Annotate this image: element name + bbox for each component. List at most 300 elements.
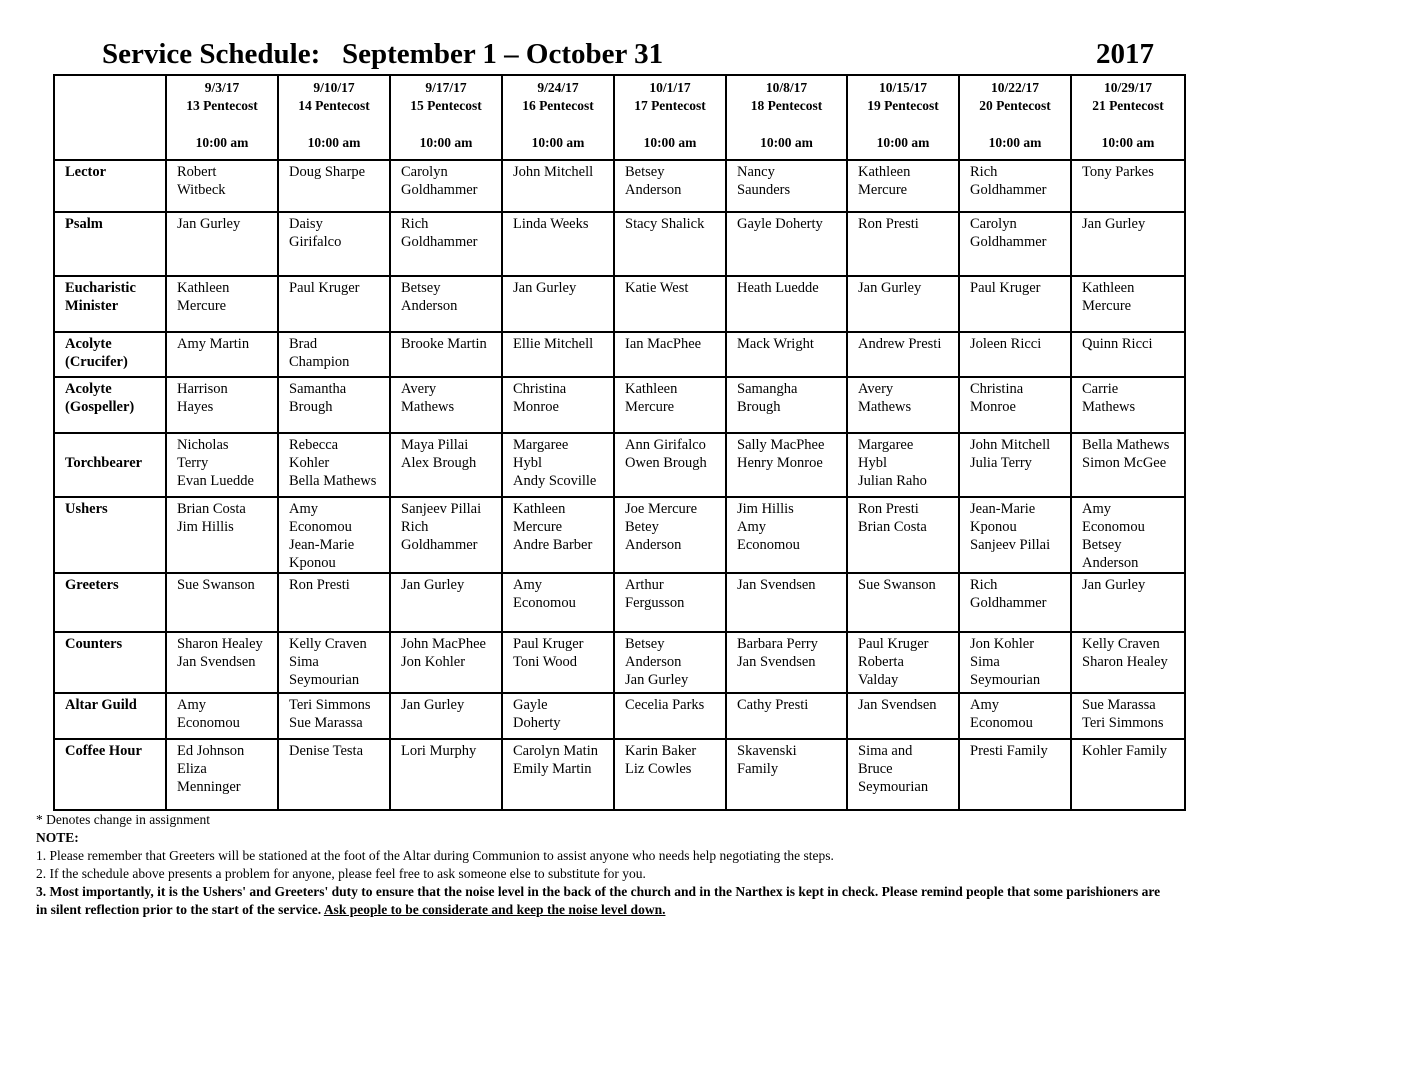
assignment-cell xyxy=(1071,160,1185,212)
assignee-name: Robert xyxy=(177,164,217,180)
column-date: 9/10/17 xyxy=(313,80,355,95)
assignee-name: Teri Simmons xyxy=(289,697,371,713)
assignee-name: Economou xyxy=(177,715,240,731)
assignee-name: Ellie Mitchell xyxy=(513,336,594,352)
assignee-name: Carrie xyxy=(1082,381,1119,397)
assignee-name: Sue Marassa xyxy=(289,715,363,731)
assignment-cell xyxy=(614,739,726,810)
column-header xyxy=(1071,75,1185,160)
assignee-name: Mercure xyxy=(513,519,563,535)
note-item-3-underlined: Ask people to be considerate and keep the noise level down. xyxy=(323,902,666,917)
assignee-name: Carolyn xyxy=(970,216,1017,232)
assignee-name: Sharon Healey xyxy=(1082,654,1168,670)
assignment-cell xyxy=(1071,433,1185,497)
role-label xyxy=(54,212,166,276)
role-label xyxy=(54,739,166,810)
assignee-name: Hayes xyxy=(177,399,214,415)
assignment-cell xyxy=(166,433,278,497)
assignee-name: Julian Raho xyxy=(858,473,927,489)
assignment-cell xyxy=(1071,632,1185,693)
assignment-cell xyxy=(959,212,1071,276)
assignee-name: Christina xyxy=(970,381,1024,397)
assignment-cell xyxy=(502,332,614,377)
assignee-name: John Mitchell xyxy=(970,437,1051,453)
assignee-name: Mathews xyxy=(858,399,912,415)
assignee-name: Jan Gurley xyxy=(858,280,922,296)
assignee-name: Economou xyxy=(970,715,1033,731)
assignee-name: Simon McGee xyxy=(1082,455,1167,471)
assignee-name: John Mitchell xyxy=(513,164,594,180)
role-label xyxy=(54,160,166,212)
assignee-name: Jan Svendsen xyxy=(737,654,816,670)
column-service-name: 18 Pentecost xyxy=(750,98,823,113)
column-service-name: 14 Pentecost xyxy=(298,98,370,113)
assignee-name: Brough xyxy=(737,399,781,415)
column-header xyxy=(166,75,278,160)
assignment-cell xyxy=(614,693,726,739)
assignee-name: Kohler Family xyxy=(1082,743,1167,759)
assignee-name: Jan Gurley xyxy=(1082,577,1146,593)
assignment-cell xyxy=(847,739,959,810)
role-label xyxy=(54,632,166,693)
assignment-cell xyxy=(847,377,959,433)
assignment-cell xyxy=(166,739,278,810)
assignee-name: Arthur xyxy=(625,577,664,593)
assignee-name: Owen Brough xyxy=(625,455,707,471)
assignment-cell xyxy=(847,332,959,377)
assignee-name: Avery xyxy=(858,381,894,397)
assignee-name: Brough xyxy=(289,399,333,415)
assignee-name: Betsey xyxy=(1082,537,1122,553)
column-header xyxy=(614,75,726,160)
assignee-name: Emily Martin xyxy=(513,761,592,777)
assignment-cell xyxy=(959,497,1071,573)
column-time: 10:00 am xyxy=(876,135,930,150)
assignment-cell xyxy=(726,693,847,739)
assignment-cell xyxy=(390,693,502,739)
assignment-cell xyxy=(166,332,278,377)
assignment-cell xyxy=(847,573,959,632)
assignee-name: Toni Wood xyxy=(513,654,578,670)
assignee-name: Rich xyxy=(401,216,429,232)
assignee-name: Economou xyxy=(737,537,800,553)
assignee-name: Quinn Ricci xyxy=(1082,336,1153,352)
column-date: 10/15/17 xyxy=(878,80,927,95)
assignment-cell xyxy=(847,632,959,693)
assignment-cell xyxy=(278,573,390,632)
assignment-cell xyxy=(166,632,278,693)
role-label-line: (Gospeller) xyxy=(65,399,135,415)
assignment-cell xyxy=(847,497,959,573)
column-time: 10:00 am xyxy=(643,135,697,150)
note-item-3-line-1: 3. Most importantly, it is the Ushers' and Greeters' duty to ensure that the noise level in the back of the church and in the Narthex is kept in check. Please remind people that some parishioners are xyxy=(36,884,1161,899)
assignment-cell xyxy=(1071,693,1185,739)
role-label-line: Acolyte xyxy=(65,336,112,352)
assignee-name: Rebecca xyxy=(289,437,339,453)
role-label xyxy=(54,332,166,377)
column-header xyxy=(502,75,614,160)
assignee-name: Witbeck xyxy=(177,182,226,198)
assignee-name: Sue Swanson xyxy=(177,577,255,593)
assignee-name: Rich xyxy=(970,577,998,593)
role-label-line: Greeters xyxy=(65,577,119,593)
corner-cell xyxy=(54,75,166,160)
assignment-cell xyxy=(502,212,614,276)
assignee-name: Jan Gurley xyxy=(401,697,465,713)
assignment-cell xyxy=(166,160,278,212)
assignment-cell xyxy=(278,433,390,497)
assignee-name: Skavenski xyxy=(737,743,797,759)
assignee-name: Sanjeev Pillai xyxy=(401,501,482,517)
assignee-name: Jim Hillis xyxy=(737,501,794,517)
assignee-name: Ann Girifalco xyxy=(625,437,706,453)
role-label xyxy=(54,693,166,739)
assignment-cell xyxy=(614,332,726,377)
column-date: 10/29/17 xyxy=(1103,80,1152,95)
assignee-name: Bruce xyxy=(858,761,893,777)
assignee-name: Seymourian xyxy=(858,779,929,795)
assignment-cell xyxy=(502,433,614,497)
role-label xyxy=(54,497,166,573)
assignment-cell xyxy=(1071,276,1185,332)
schedule-row xyxy=(54,497,1185,573)
assignment-cell xyxy=(1071,332,1185,377)
assignee-name: Brian Costa xyxy=(177,501,246,517)
assignee-name: Valday xyxy=(858,672,899,688)
assignee-name: Brooke Martin xyxy=(401,336,487,352)
assignee-name: Karin Baker xyxy=(625,743,697,759)
schedule-row xyxy=(54,212,1185,276)
column-date: 10/1/17 xyxy=(649,80,691,95)
assignment-cell xyxy=(614,160,726,212)
assignment-cell xyxy=(614,573,726,632)
assignee-name: Tony Parkes xyxy=(1082,164,1154,180)
assignee-name: Andre Barber xyxy=(513,537,593,553)
column-header xyxy=(959,75,1071,160)
assignee-name: Stacy Shalick xyxy=(625,216,705,232)
assignment-cell xyxy=(959,632,1071,693)
assignment-cell xyxy=(278,497,390,573)
assignee-name: Amy xyxy=(970,697,999,713)
assignee-name: Monroe xyxy=(513,399,559,415)
assignee-name: Mathews xyxy=(401,399,455,415)
column-time: 10:00 am xyxy=(760,135,813,150)
column-time: 10:00 am xyxy=(1101,135,1155,150)
assignee-name: Jon Kohler xyxy=(970,636,1035,652)
assignee-name: Sima xyxy=(970,654,1000,670)
assignment-cell xyxy=(502,632,614,693)
schedule-row xyxy=(54,632,1185,693)
assignee-name: Ron Presti xyxy=(858,216,919,232)
role-label xyxy=(54,573,166,632)
assignee-name: Liz Cowles xyxy=(625,761,692,777)
assignee-name: Amy xyxy=(1082,501,1111,517)
assignment-cell xyxy=(502,160,614,212)
assignee-name: Daisy xyxy=(289,216,323,232)
assignee-name: Carolyn xyxy=(401,164,448,180)
assignment-cell xyxy=(390,632,502,693)
assignee-name: Kathleen xyxy=(858,164,911,180)
assignment-cell xyxy=(390,377,502,433)
assignee-name: Jan Svendsen xyxy=(177,654,256,670)
assignment-cell xyxy=(614,377,726,433)
assignment-cell xyxy=(390,573,502,632)
assignee-name: Jan Gurley xyxy=(513,280,577,296)
assignee-name: Anderson xyxy=(1082,555,1139,571)
column-time: 10:00 am xyxy=(307,135,361,150)
column-service-name: 19 Pentecost xyxy=(867,98,939,113)
assignment-cell xyxy=(959,160,1071,212)
assignment-cell xyxy=(1071,573,1185,632)
year-label: 2017 xyxy=(1096,38,1154,70)
assignee-name: John MacPhee xyxy=(401,636,486,652)
assignee-name: Cathy Presti xyxy=(737,697,809,713)
assignee-name: Jan Gurley xyxy=(625,672,689,688)
assignee-name: Evan Luedde xyxy=(177,473,254,489)
assignee-name: Carolyn Matin xyxy=(513,743,598,759)
assignee-name: Harrison xyxy=(177,381,228,397)
assignment-cell xyxy=(726,433,847,497)
assignment-cell xyxy=(726,497,847,573)
column-time: 10:00 am xyxy=(419,135,473,150)
assignee-name: Cecelia Parks xyxy=(625,697,705,713)
assignee-name: Presti Family xyxy=(970,743,1048,759)
assignee-name: Amy xyxy=(289,501,318,517)
role-label-line: Lector xyxy=(65,164,107,180)
assignment-cell xyxy=(959,433,1071,497)
column-header xyxy=(278,75,390,160)
column-service-name: 21 Pentecost xyxy=(1092,98,1164,113)
schedule-row xyxy=(54,276,1185,332)
assignee-name: Anderson xyxy=(625,182,682,198)
role-label-line: (Crucifer) xyxy=(65,354,128,370)
assignment-cell xyxy=(502,693,614,739)
column-date: 10/22/17 xyxy=(990,80,1039,95)
assignee-name: Hybl xyxy=(513,455,542,471)
assignee-name: Mercure xyxy=(625,399,675,415)
role-label-line: Torchbearer xyxy=(65,455,143,471)
assignee-name: Jean-Marie xyxy=(970,501,1036,517)
assignee-name: Joe Mercure xyxy=(625,501,698,517)
assignment-cell xyxy=(726,276,847,332)
assignee-name: Barbara Perry xyxy=(737,636,818,652)
assignee-name: Gayle xyxy=(513,697,548,713)
assignee-name: Andrew Presti xyxy=(858,336,942,352)
assignment-cell xyxy=(502,573,614,632)
note-item-2: 2. If the schedule above presents a problem for anyone, please feel free to ask someone else to substitute for you. xyxy=(36,866,646,881)
assignee-name: Samantha xyxy=(289,381,347,397)
assignee-name: Katie West xyxy=(625,280,689,296)
assignment-cell xyxy=(1071,377,1185,433)
schedule-row xyxy=(54,739,1185,810)
assignee-name: Terry xyxy=(177,455,209,471)
assignee-name: Bella Mathews xyxy=(1082,437,1170,453)
schedule-table xyxy=(53,74,1186,811)
assignee-name: Sue Marassa xyxy=(1082,697,1156,713)
assignment-cell xyxy=(726,573,847,632)
role-label-line: Counters xyxy=(65,636,123,652)
assignee-name: Kponou xyxy=(970,519,1017,535)
assignee-name: Goldhammer xyxy=(401,234,478,250)
column-service-name: 15 Pentecost xyxy=(410,98,482,113)
assignee-name: Saunders xyxy=(737,182,791,198)
assignee-name: Paul Kruger xyxy=(858,636,929,652)
column-service-name: 20 Pentecost xyxy=(979,98,1051,113)
schedule-row xyxy=(54,332,1185,377)
assignee-name: Kponou xyxy=(289,555,336,571)
assignment-cell xyxy=(166,693,278,739)
assignee-name: Hybl xyxy=(858,455,887,471)
assignee-name: Bella Mathews xyxy=(289,473,377,489)
assignment-cell xyxy=(1071,739,1185,810)
assignee-name: Margaree xyxy=(858,437,914,453)
schedule-row xyxy=(54,693,1185,739)
assignment-cell xyxy=(847,160,959,212)
assignment-cell xyxy=(278,377,390,433)
assignee-name: Seymourian xyxy=(289,672,360,688)
assignee-name: Sima and xyxy=(858,743,913,759)
assignment-cell xyxy=(614,433,726,497)
assignment-cell xyxy=(390,276,502,332)
assignee-name: Margaree xyxy=(513,437,569,453)
assignment-cell xyxy=(959,693,1071,739)
assignment-cell xyxy=(726,332,847,377)
note-item-3-text: in silent reflection prior to the start of the service. xyxy=(36,902,324,917)
assignee-name: Teri Simmons xyxy=(1082,715,1164,731)
column-service-name: 17 Pentecost xyxy=(634,98,706,113)
assignee-name: Kathleen xyxy=(177,280,230,296)
assignee-name: Ron Presti xyxy=(858,501,919,517)
role-label xyxy=(54,377,166,433)
assignee-name: Nicholas xyxy=(177,437,229,453)
assignee-name: Economou xyxy=(1082,519,1145,535)
assignee-name: Mercure xyxy=(1082,298,1132,314)
assignee-name: Gayle Doherty xyxy=(737,216,823,232)
column-date: 9/17/17 xyxy=(425,80,467,95)
assignment-cell xyxy=(614,632,726,693)
asterisk-note: * Denotes change in assignment xyxy=(36,812,210,827)
assignee-name: Paul Kruger xyxy=(289,280,360,296)
assignee-name: Ed Johnson xyxy=(177,743,245,759)
role-label-line: Altar Guild xyxy=(65,697,137,713)
assignment-cell xyxy=(847,693,959,739)
assignee-name: Paul Kruger xyxy=(513,636,584,652)
schedule-row xyxy=(54,573,1185,632)
header xyxy=(102,38,1154,74)
assignee-name: Samangha xyxy=(737,381,798,397)
assignment-cell xyxy=(390,433,502,497)
assignee-name: Denise Testa xyxy=(289,743,364,759)
assignee-name: Ian MacPhee xyxy=(625,336,702,352)
assignee-name: Anderson xyxy=(401,298,458,314)
assignee-name: Kelly Craven xyxy=(1082,636,1160,652)
assignee-name: Amy xyxy=(177,697,206,713)
assignment-cell xyxy=(278,739,390,810)
assignee-name: Brian Costa xyxy=(858,519,927,535)
assignee-name: Doug Sharpe xyxy=(289,164,366,180)
assignee-name: Heath Luedde xyxy=(737,280,819,296)
assignee-name: Mercure xyxy=(177,298,227,314)
assignment-cell xyxy=(166,212,278,276)
assignee-name: Girifalco xyxy=(289,234,342,250)
assignment-cell xyxy=(1071,497,1185,573)
assignee-name: Fergusson xyxy=(625,595,685,611)
assignment-cell xyxy=(278,276,390,332)
role-label-line: Ushers xyxy=(65,501,108,517)
assignment-cell xyxy=(166,276,278,332)
note-item-3-line-2 xyxy=(36,901,1396,919)
assignment-cell xyxy=(390,739,502,810)
assignee-name: Maya Pillai xyxy=(401,437,469,453)
assignment-cell xyxy=(959,332,1071,377)
notes-section xyxy=(36,811,1396,919)
assignment-cell xyxy=(959,573,1071,632)
assignee-name: Rich xyxy=(401,519,429,535)
assignment-cell xyxy=(278,693,390,739)
column-header xyxy=(390,75,502,160)
assignment-cell xyxy=(847,433,959,497)
role-label-line: Psalm xyxy=(65,216,103,232)
assignee-name: Mercure xyxy=(858,182,908,198)
column-date: 10/8/17 xyxy=(765,80,808,95)
assignee-name: Goldhammer xyxy=(401,182,478,198)
assignee-name: Betsey xyxy=(625,164,665,180)
assignment-cell xyxy=(847,212,959,276)
assignee-name: Doherty xyxy=(513,715,561,731)
assignment-cell xyxy=(390,332,502,377)
assignment-cell xyxy=(166,573,278,632)
role-label-line: Acolyte xyxy=(65,381,112,397)
assignment-cell xyxy=(614,212,726,276)
assignee-name: Anderson xyxy=(625,537,682,553)
assignment-cell xyxy=(959,739,1071,810)
assignment-cell xyxy=(390,160,502,212)
assignment-cell xyxy=(726,160,847,212)
column-service-name: 13 Pentecost xyxy=(186,98,258,113)
assignee-name: Jan Gurley xyxy=(177,216,241,232)
assignee-name: Betsey xyxy=(401,280,441,296)
assignee-name: Jon Kohler xyxy=(401,654,466,670)
role-label xyxy=(54,276,166,332)
assignee-name: Sima xyxy=(289,654,319,670)
assignee-name: Christina xyxy=(513,381,567,397)
assignee-name: Sue Swanson xyxy=(858,577,936,593)
assignment-cell xyxy=(1071,212,1185,276)
schedule-row xyxy=(54,377,1185,433)
assignment-cell xyxy=(726,632,847,693)
assignee-name: Lori Murphy xyxy=(401,743,477,759)
assignee-name: Andy Scoville xyxy=(513,473,597,489)
schedule-row xyxy=(54,433,1185,497)
note-item-1: 1. Please remember that Greeters will be stationed at the foot of the Altar during Communion to assist anyone who needs help negotiating the steps. xyxy=(36,848,834,863)
assignee-name: Rich xyxy=(970,164,998,180)
assignment-cell xyxy=(278,160,390,212)
assignment-cell xyxy=(726,739,847,810)
header-row xyxy=(54,75,1185,160)
assignment-cell xyxy=(502,497,614,573)
assignment-cell xyxy=(278,332,390,377)
assignment-cell xyxy=(847,276,959,332)
assignee-name: Nancy xyxy=(737,164,775,180)
assignee-name: Brad xyxy=(289,336,318,352)
column-date: 9/24/17 xyxy=(537,80,579,95)
column-service-name: 16 Pentecost xyxy=(522,98,594,113)
role-label-line: Coffee Hour xyxy=(65,743,142,759)
assignee-name: Joleen Ricci xyxy=(970,336,1042,352)
assignee-name: Jan Svendsen xyxy=(737,577,816,593)
assignment-cell xyxy=(614,497,726,573)
assignee-name: Jim Hillis xyxy=(177,519,234,535)
